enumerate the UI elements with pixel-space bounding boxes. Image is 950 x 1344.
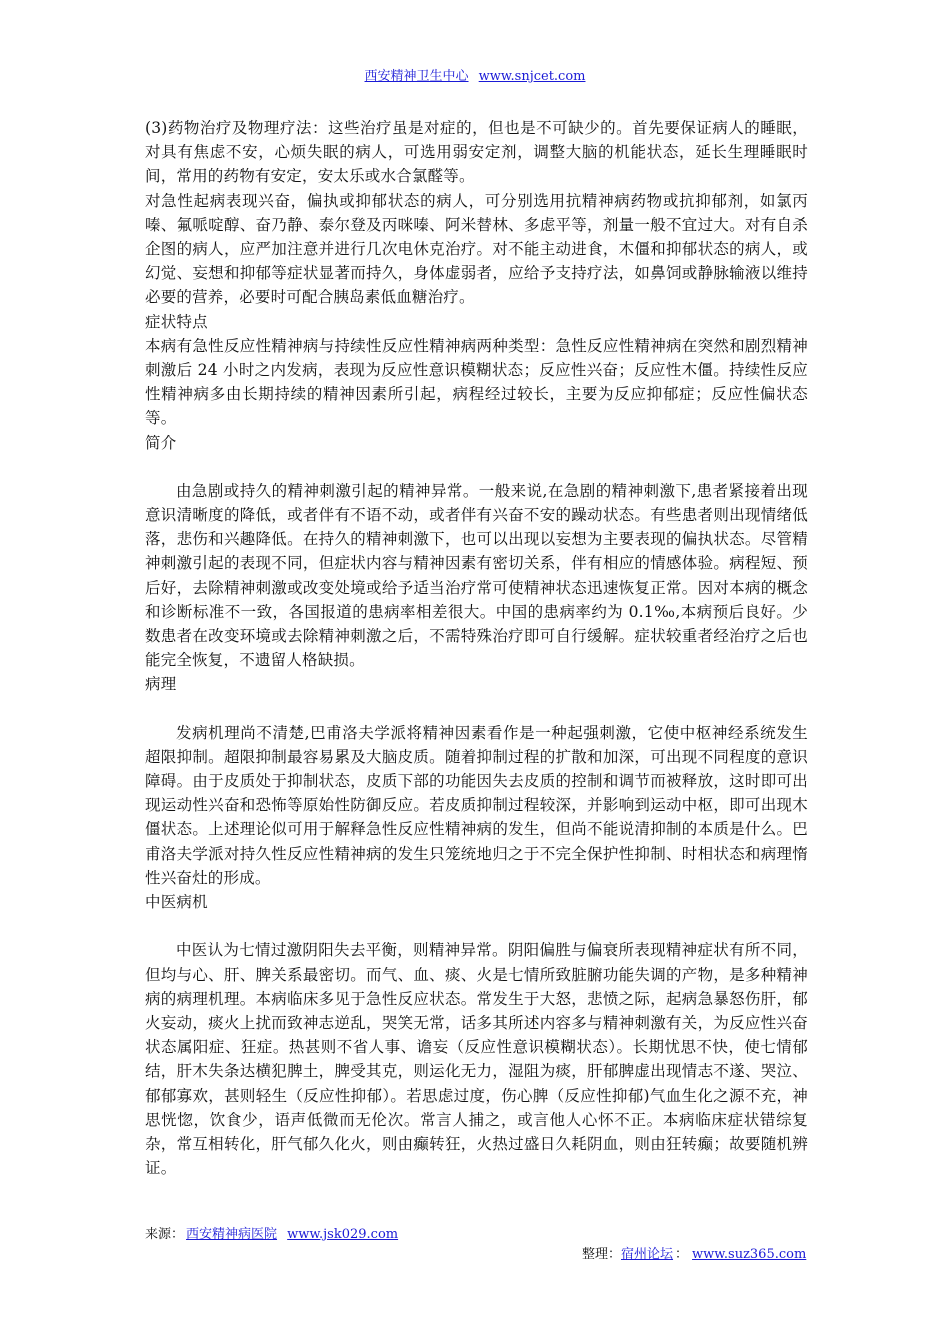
tcm-heading: 中医病机 xyxy=(145,893,208,912)
page-header xyxy=(0,68,950,86)
editor-separator: ： xyxy=(675,1247,689,1262)
footer-editor xyxy=(582,1246,806,1264)
editor-label: 整理： xyxy=(582,1247,622,1262)
footer-source xyxy=(145,1226,398,1244)
header-site-url-link[interactable]: www.snjcet.com xyxy=(478,69,586,84)
treatment-paragraph-2: 对急性起病表现兴奋，偏执或抑郁状态的病人，可分别选用抗精神病药物或抗抑郁剂，如氯丙嗪、氟哌啶醇、奋乃静、泰尔登及丙咪嗪、阿米替林、多虑平等，剂量一般不宜过大。对有自杀企图的病人，应严加注意并进行几次电休克治疗。对不能主动进食，木僵和抑郁状态的病人，或幻觉、妄想和抑郁等症状显著而持久，身体虚弱者，应给予支持疗法，如鼻饲或静脉输液以维持必要的营养，必要时可配合胰岛素低血糖治疗。 xyxy=(145,191,808,307)
editor-name-link[interactable]: 宿州论坛 xyxy=(621,1247,674,1262)
pathology-heading: 病理 xyxy=(145,675,177,694)
blank-line xyxy=(145,455,808,479)
symptoms-paragraph: 本病有急性反应性精神病与持续性反应性精神病两种类型：急性反应性精神病在突然和剧烈精神刺激后 24 小时之内发病，表现为反应性意识模糊状态；反应性兴奋；反应性木僵。持续性反应性精神病多由长期持续的精神因素所引起，病程经过较长，主要为反应抑郁症；反应性偏状态等。 xyxy=(145,336,808,428)
source-url-link[interactable]: www.jsk029.com xyxy=(287,1227,399,1242)
treatment-paragraph-1: (3)药物治疗及物理疗法：这些治疗虽是对症的，但也是不可缺少的。首先要保证病人的睡眠，对具有焦虑不安，心烦失眠的病人，可选用弱安定剂，调整大脑的机能状态，延长生理睡眠时间，常用的药物有安定，安太乐或水合氯醛等。 xyxy=(145,119,808,186)
source-label: 来源： xyxy=(145,1227,185,1242)
pathology-paragraph: 发病机理尚不清楚,巴甫洛夫学派将精神因素看作是一种起强刺激，它使中枢神经系统发生超限抑制。超限抑制最容易累及大脑皮质。随着抑制过程的扩散和加深，可出现不同程度的意识障碍。由于皮质处于抑制状态，皮质下部的功能因失去皮质的控制和调节而被释放，这时即可出现运动性兴奋和恐怖等原始性防御反应。若皮质抑制过程较深，并影响到运动中枢，即可出现木僵状态。上述理论似可用于解释急性反应性精神病的发生，但尚不能说清抑制的本质是什么。巴甫洛夫学派对持久性反应性精神病的发生只笼统地归之于不完全保护性抑制、时相状态和病理惰性兴奋灶的形成。 xyxy=(145,723,808,887)
intro-paragraph: 由急剧或持久的精神刺激引起的精神异常。一般来说,在急剧的精神刺激下,患者紧接着出现意识清晰度的降低，或者伴有不语不动，或者伴有兴奋不安的躁动状态。有些患者则出现情绪低落，悲伤和兴趣降低。在持久的精神刺激下，也可以出现以妄想为主要表现的偏执状态。尽管精神刺激引起的表现不同，但症状内容与精神因素有密切关系，伴有相应的情感体验。病程短、预后好，去除精神刺激或改变处境或给予适当治疗常可使精神状态迅速恢复正常。因对本病的概念和诊断标准不一致，各国报道的患病率相差很大。中国的患病率约为 0.1‰,本病预后良好。少数患者在改变环境或去除精神刺激之后，不需特殊治疗即可自行缓解。症状较重者经治疗之后也能完全恢复，不遗留人格缺损。 xyxy=(145,481,808,670)
editor-url-link[interactable]: www.suz365.com xyxy=(692,1247,807,1262)
symptoms-heading: 症状特点 xyxy=(145,312,208,331)
tcm-paragraph: 中医认为七情过激阴阳失去平衡，则精神异常。阴阳偏胜与偏衰所表现精神症状有所不同，但均与心、肝、脾关系最密切。而气、血、痰、火是七情所致脏腑功能失调的产物，是多种精神病的病理机理。本病临床多见于急性反应状态。常发生于大怒，悲愤之际，起病急暴怒伤肝，郁火妄动，痰火上扰而致神志逆乱，哭笑无常，话多其所述内容多与精神刺激有关，为反应性兴奋状态属阳症、狂症。热甚则不省人事、谵妄（反应性意识模糊状态）。长期忧思不快，使七情郁结，肝木失条达横犯脾土，脾受其克，则运化无力，湿阻为痰，肝郁脾虚出现情志不遂、哭泣、郁郁寡欢，甚则轻生（反应性抑郁）。若思虑过度，伤心脾（反应性抑郁)气血生化之源不充，神思恍惚，饮食少，语声低微而无伦次。常言人捕之，或言他人心怀不正。本病临床症状错综复杂，常互相转化，肝气郁久化火，则由癫转狂，火热过盛日久耗阴血，则由狂转癫；故要随机辨证。 xyxy=(145,941,808,1178)
blank-line xyxy=(145,697,808,721)
document-body xyxy=(145,116,808,1180)
intro-heading: 简介 xyxy=(145,433,177,452)
source-name-link[interactable]: 西安精神病医院 xyxy=(186,1227,278,1242)
header-site-name-link[interactable]: 西安精神卫生中心 xyxy=(364,69,469,84)
blank-line xyxy=(145,914,808,938)
